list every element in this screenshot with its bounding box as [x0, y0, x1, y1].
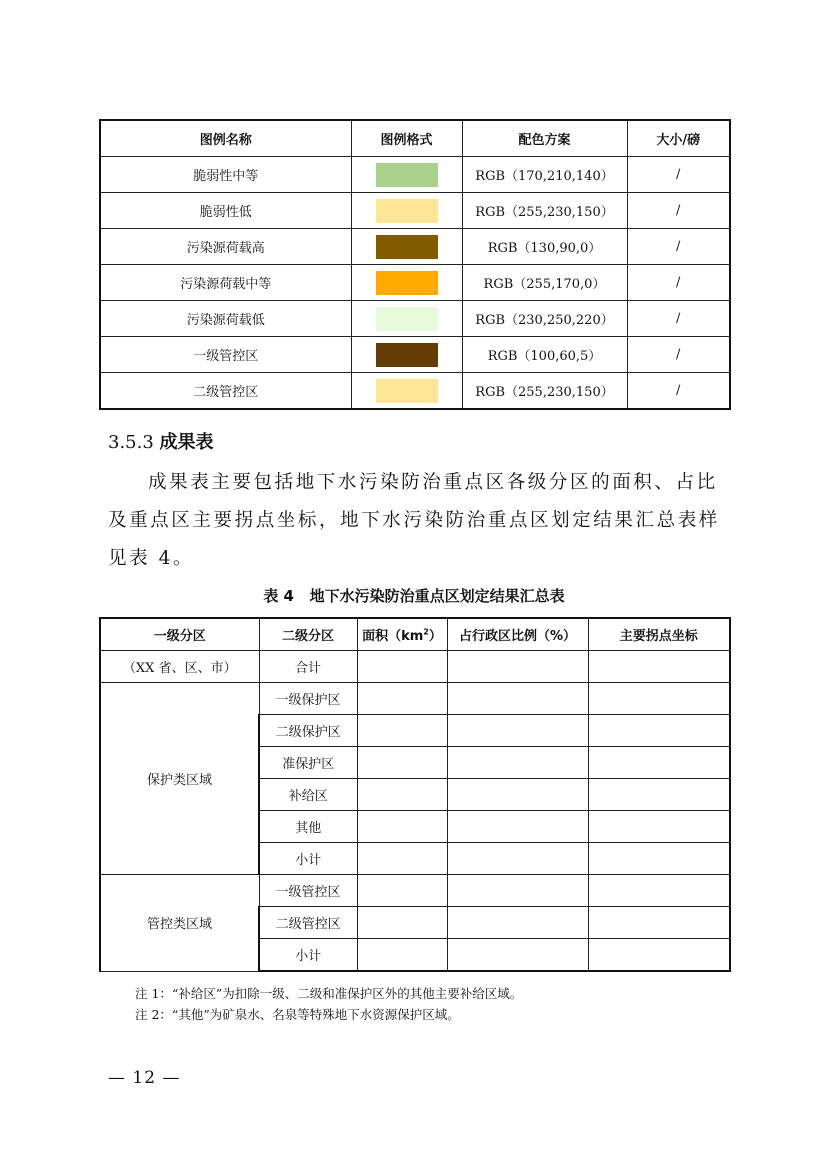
table-caption	[99, 585, 729, 606]
legend-row	[100, 301, 730, 337]
color-swatch	[376, 379, 438, 403]
zone-cell: 二级管控区	[259, 907, 357, 939]
empty-cell	[357, 651, 447, 683]
header-coords: 主要拐点坐标	[588, 618, 730, 651]
total-cell: 合计	[259, 651, 357, 683]
table-row	[100, 683, 730, 715]
legend-header-cell: 图例名称	[100, 120, 351, 157]
empty-cell	[447, 939, 588, 972]
legend-size-cell: /	[627, 301, 730, 337]
legend-size-cell: /	[627, 157, 730, 193]
table-caption-number: 表 4	[263, 587, 294, 605]
table-row	[100, 875, 730, 907]
empty-cell	[588, 779, 730, 811]
legend-name-cell: 脆弱性低	[100, 193, 351, 229]
legend-swatch-cell	[351, 193, 462, 229]
zone-cell: 二级保护区	[259, 715, 357, 747]
empty-cell	[357, 715, 447, 747]
protection-group-cell: 保护类区域	[100, 683, 259, 875]
total-row	[100, 651, 730, 683]
legend-row	[100, 193, 730, 229]
legend-name-cell: 一级管控区	[100, 337, 351, 373]
empty-cell	[588, 811, 730, 843]
legend-size-cell: /	[627, 193, 730, 229]
table-caption-title: 地下水污染防治重点区划定结果汇总表	[309, 587, 565, 605]
page-number: — 12 —	[108, 1068, 181, 1088]
empty-cell	[357, 779, 447, 811]
empty-cell	[447, 779, 588, 811]
empty-cell	[447, 907, 588, 939]
notes	[135, 983, 522, 1025]
legend-row	[100, 337, 730, 373]
empty-cell	[588, 683, 730, 715]
empty-cell	[588, 907, 730, 939]
legend-row	[100, 229, 730, 265]
zone-cell: 一级管控区	[259, 875, 357, 907]
legend-table	[99, 119, 731, 410]
empty-cell	[357, 683, 447, 715]
empty-cell	[357, 811, 447, 843]
section-heading	[108, 428, 214, 454]
empty-cell	[357, 843, 447, 875]
empty-cell	[588, 875, 730, 907]
header-ratio: 占行政区比例（%）	[447, 618, 588, 651]
legend-size-cell: /	[627, 373, 730, 410]
header-level1: 一级分区	[100, 618, 259, 651]
legend-size-cell: /	[627, 229, 730, 265]
zone-cell: 一级保护区	[259, 683, 357, 715]
color-swatch	[376, 199, 438, 223]
legend-scheme-cell: RGB（255,230,150）	[462, 193, 627, 229]
empty-cell	[357, 875, 447, 907]
legend-scheme-cell: RGB（100,60,5）	[462, 337, 627, 373]
legend-swatch-cell	[351, 157, 462, 193]
empty-cell	[447, 683, 588, 715]
color-swatch	[376, 235, 438, 259]
empty-cell	[447, 811, 588, 843]
empty-cell	[447, 651, 588, 683]
section-paragraph: 成果表主要包括地下水污染防治重点区各级分区的面积、占比及重点区主要拐点坐标，地下水污染防治重点区划定结果汇总表样见表 4。	[108, 472, 720, 569]
empty-cell	[357, 939, 447, 972]
empty-cell	[447, 747, 588, 779]
empty-cell	[447, 715, 588, 747]
legend-size-cell: /	[627, 265, 730, 301]
legend-name-cell: 二级管控区	[100, 373, 351, 410]
legend-scheme-cell: RGB（230,250,220）	[462, 301, 627, 337]
legend-swatch-cell	[351, 373, 462, 410]
legend-size-cell: /	[627, 337, 730, 373]
legend-swatch-cell	[351, 229, 462, 265]
legend-scheme-cell: RGB（255,170,0）	[462, 265, 627, 301]
zone-cell: 其他	[259, 811, 357, 843]
control-group-cell: 管控类区域	[100, 875, 259, 972]
legend-scheme-cell: RGB（255,230,150）	[462, 373, 627, 410]
legend-swatch-cell	[351, 337, 462, 373]
legend-scheme-cell: RGB（130,90,0）	[462, 229, 627, 265]
legend-header-cell: 大小/磅	[627, 120, 730, 157]
empty-cell	[588, 651, 730, 683]
header-area: 面积$(km^2)$	[357, 618, 447, 651]
province-cell: （XX 省、区、市）	[100, 651, 259, 683]
zone-cell: 小计	[259, 939, 357, 972]
legend-scheme-cell: RGB（170,210,140）	[462, 157, 627, 193]
legend-name-cell: 污染源荷载低	[100, 301, 351, 337]
section-title: 成果表	[159, 432, 214, 453]
zone-cell: 小计	[259, 843, 357, 875]
legend-row	[100, 157, 730, 193]
legend-header-cell: 图例格式	[351, 120, 462, 157]
empty-cell	[357, 747, 447, 779]
color-swatch	[376, 163, 438, 187]
empty-cell	[588, 715, 730, 747]
legend-row	[100, 265, 730, 301]
result-body	[100, 651, 730, 972]
empty-cell	[588, 939, 730, 972]
color-swatch	[376, 271, 438, 295]
zone-cell: 补给区	[259, 779, 357, 811]
legend-name-cell: 污染源荷载高	[100, 229, 351, 265]
result-header-row	[100, 618, 730, 651]
legend-name-cell: 脆弱性中等	[100, 157, 351, 193]
empty-cell	[588, 843, 730, 875]
empty-cell	[357, 907, 447, 939]
legend-header-cell: 配色方案	[462, 120, 627, 157]
legend-body	[100, 157, 730, 410]
header-level2: 二级分区	[259, 618, 357, 651]
legend-header-row	[100, 120, 730, 157]
color-swatch	[376, 343, 438, 367]
zone-cell: 准保护区	[259, 747, 357, 779]
color-swatch	[376, 307, 438, 331]
empty-cell	[447, 875, 588, 907]
legend-swatch-cell	[351, 265, 462, 301]
note-1: 注 1：“补给区”为扣除一级、二级和准保护区外的其他主要补给区域。	[135, 986, 523, 1001]
section-number: 3.5.3	[108, 432, 154, 453]
result-table	[99, 617, 731, 972]
legend-name-cell: 污染源荷载中等	[100, 265, 351, 301]
legend-swatch-cell	[351, 301, 462, 337]
note-2: 注 2：“其他”为矿泉水、名泉等特殊地下水资源保护区域。	[135, 1007, 460, 1022]
legend-row	[100, 373, 730, 410]
empty-cell	[447, 843, 588, 875]
empty-cell	[588, 747, 730, 779]
